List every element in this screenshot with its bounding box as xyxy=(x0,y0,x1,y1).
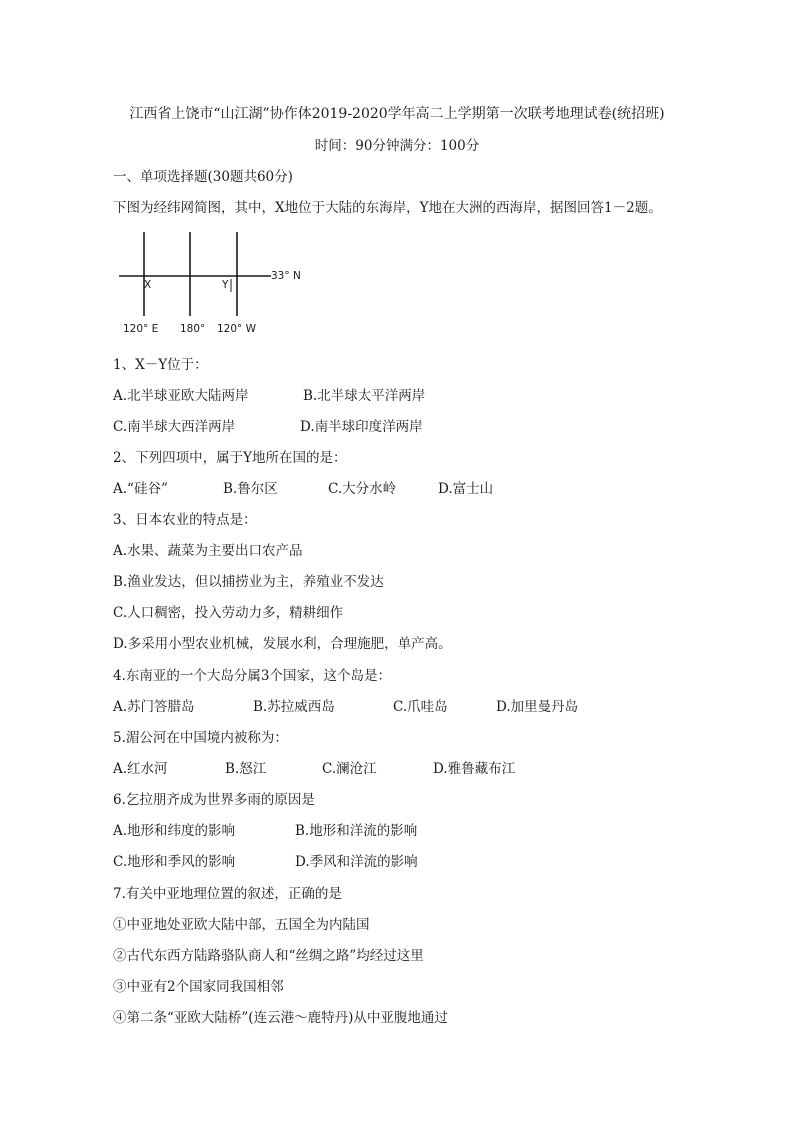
section-heading: 一、单项选择题(30题共60分) xyxy=(113,169,293,185)
q1-option-b: B.北半球太平洋两岸 xyxy=(303,388,426,404)
q3-option-b: B.渔业发达，但以捕捞业为主，养殖业不发达 xyxy=(113,574,384,590)
question-4-stem: 4.东南亚的一个大岛分属3个国家，这个岛是： xyxy=(113,668,391,684)
graticule-diagram xyxy=(113,228,313,338)
label-120w: 120° W xyxy=(217,323,257,335)
label-180: 180° xyxy=(180,323,206,335)
q4-option-c: C.爪哇岛 xyxy=(393,699,448,715)
q5-option-b: B.怒江 xyxy=(225,761,267,777)
q2-option-d: D.富士山 xyxy=(438,481,494,497)
q3-option-d: D.多采用小型农业机械，发展水利，合理施肥，单产高。 xyxy=(113,636,452,652)
label-y: Y xyxy=(222,279,229,291)
q5-option-c: C.澜沧江 xyxy=(322,761,377,777)
q6-option-d: D.季风和洋流的影响 xyxy=(295,854,418,870)
q3-option-a: A.水果、蔬菜为主要出口农产品 xyxy=(113,543,303,559)
q7-statement-4: ④第二条“亚欧大陆桥”(连云港～鹿特丹)从中亚腹地通过 xyxy=(113,1010,448,1026)
diagram-intro: 下图为经纬网简图，其中，X地位于大陆的东海岸，Y地在大洲的西海岸，据图回答1－2题。 xyxy=(113,200,662,216)
q1-option-d: D.南半球印度洋两岸 xyxy=(300,419,423,435)
question-7-stem: 7.有关中亚地理位置的叙述，正确的是 xyxy=(113,886,342,902)
q4-option-d: D.加里曼丹岛 xyxy=(496,699,579,715)
q6-option-a: A.地形和纬度的影响 xyxy=(113,823,236,839)
q7-statement-2: ②古代东西方陆路骆队商人和“丝绸之路”均经过这里 xyxy=(113,948,424,964)
q5-option-a: A.红水河 xyxy=(113,761,168,777)
q2-option-a: A.“硅谷” xyxy=(113,481,168,497)
q7-statement-1: ①中亚地处亚欧大陆中部，五国全为内陆国 xyxy=(113,917,370,933)
exam-time-score: 时间：90分钟满分：100分 xyxy=(314,138,480,154)
question-3-stem: 3、日本农业的特点是： xyxy=(113,512,257,528)
q3-option-c: C.人口稠密，投入劳动力多，精耕细作 xyxy=(113,605,344,621)
label-33n: 33° N xyxy=(271,270,301,282)
q7-statement-3: ③中亚有2个国家同我国相邻 xyxy=(113,979,284,995)
question-1-stem: 1、X－Y位于： xyxy=(113,357,208,373)
q2-option-c: C.大分水岭 xyxy=(328,481,397,497)
label-120e: 120° E xyxy=(123,323,159,335)
q4-option-b: B.苏拉威西岛 xyxy=(253,699,335,715)
question-5-stem: 5.湄公河在中国境内被称为： xyxy=(113,730,288,746)
exam-title: 江西省上饶市“山江湖”协作体2019-2020学年高二上学期第一次联考地理试卷(统招班) xyxy=(129,106,665,122)
q6-option-c: C.地形和季风的影响 xyxy=(113,854,236,870)
q1-option-a: A.北半球亚欧大陆两岸 xyxy=(113,388,249,404)
question-6-stem: 6.乞拉朋齐成为世界多雨的原因是 xyxy=(113,792,315,808)
q6-option-b: B.地形和洋流的影响 xyxy=(295,823,418,839)
label-x: X xyxy=(144,279,152,291)
q4-option-a: A.苏门答腊岛 xyxy=(113,699,195,715)
q5-option-d: D.雅鲁藏布江 xyxy=(433,761,516,777)
question-2-stem: 2、下列四项中，属于Y地所在国的是： xyxy=(113,450,347,466)
q2-option-b: B.鲁尔区 xyxy=(223,481,278,497)
q1-option-c: C.南半球大西洋两岸 xyxy=(113,419,236,435)
